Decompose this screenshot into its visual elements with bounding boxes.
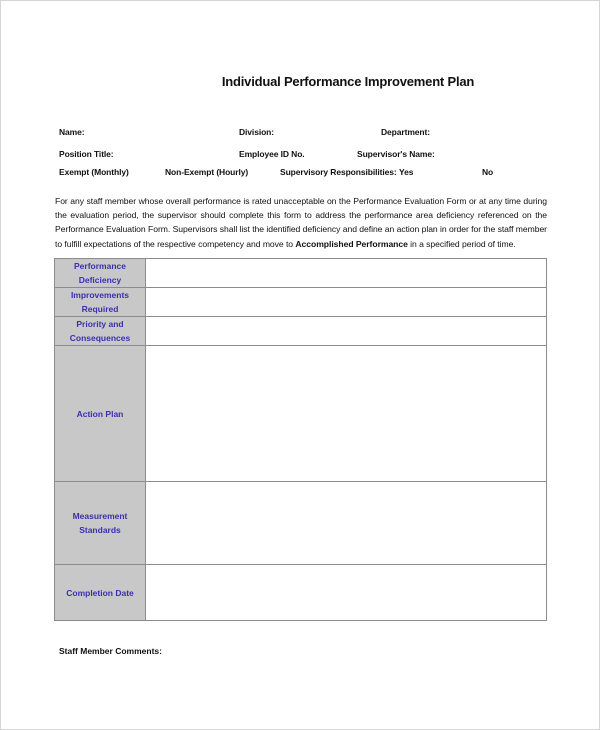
intro-text-end: in a specified period of time. bbox=[407, 238, 516, 249]
measurement-standards-header bbox=[55, 482, 146, 565]
supervisor-name-field-label: Supervisor's Name: bbox=[357, 149, 435, 159]
employee-id-field-label: Employee ID No. bbox=[239, 149, 305, 159]
table-row-improvements-required bbox=[55, 288, 547, 317]
row-label-line2: Consequences bbox=[69, 333, 131, 343]
table-row-priority-consequences bbox=[55, 317, 547, 346]
table-row-completion-date bbox=[55, 565, 547, 621]
intro-paragraph bbox=[55, 194, 547, 251]
row-label-line1: Improvements bbox=[70, 290, 130, 300]
intro-text: For any staff member whose overall performance is rated unacceptable on the Performance Evaluation Form or at any time during the evaluation period, the supervisor should complete this form to address the performance area deficiency referenced on the Performance Evaluation Form. Supervisors shall list the identified deficiency and define an action plan in order for the staff member to fulfill expectations of the respective competency and move to bbox=[55, 196, 547, 249]
performance-deficiency-input[interactable] bbox=[146, 259, 547, 288]
supervisory-responsibilities-label: Supervisory Responsibilities: bbox=[280, 167, 397, 177]
completion-date-header bbox=[55, 565, 146, 621]
row-label: Completion Date bbox=[66, 587, 134, 598]
priority-consequences-input[interactable] bbox=[146, 317, 547, 346]
plan-table bbox=[54, 258, 547, 621]
yes-option: Yes bbox=[399, 167, 414, 177]
completion-date-input[interactable] bbox=[146, 565, 547, 621]
row-label: Action Plan bbox=[76, 408, 124, 419]
row-label-line2: Standards bbox=[79, 525, 121, 535]
row-label-line2: Required bbox=[81, 304, 119, 314]
row-label-line1: Priority and bbox=[76, 319, 124, 329]
action-plan-header bbox=[55, 346, 146, 482]
staff-comments-label: Staff Member Comments: bbox=[59, 646, 162, 656]
no-option: No bbox=[482, 167, 494, 177]
department-field-label: Department: bbox=[381, 127, 430, 137]
table-row-measurement-standards bbox=[55, 482, 547, 565]
division-field-label: Division: bbox=[239, 127, 274, 137]
table-row-action-plan bbox=[55, 346, 547, 482]
action-plan-input[interactable] bbox=[146, 346, 547, 482]
non-exempt-option: Non-Exempt (Hourly) bbox=[165, 167, 249, 177]
performance-deficiency-header bbox=[55, 259, 146, 288]
intro-bold-text: Accomplished Performance bbox=[295, 238, 408, 249]
priority-consequences-header bbox=[55, 317, 146, 346]
row-label-line1: Measurement bbox=[72, 511, 128, 521]
improvements-required-input[interactable] bbox=[146, 288, 547, 317]
row-label-line1: Performance bbox=[74, 261, 126, 271]
document-title: Individual Performance Improvement Plan bbox=[221, 74, 475, 89]
measurement-standards-input[interactable] bbox=[146, 482, 547, 565]
improvements-required-header bbox=[55, 288, 146, 317]
exempt-option: Exempt (Monthly) bbox=[59, 167, 129, 177]
position-title-field-label: Position Title: bbox=[59, 149, 114, 159]
name-field-label: Name: bbox=[59, 127, 85, 137]
row-label-line2: Deficiency bbox=[78, 275, 122, 285]
table-row-performance-deficiency bbox=[55, 259, 547, 288]
